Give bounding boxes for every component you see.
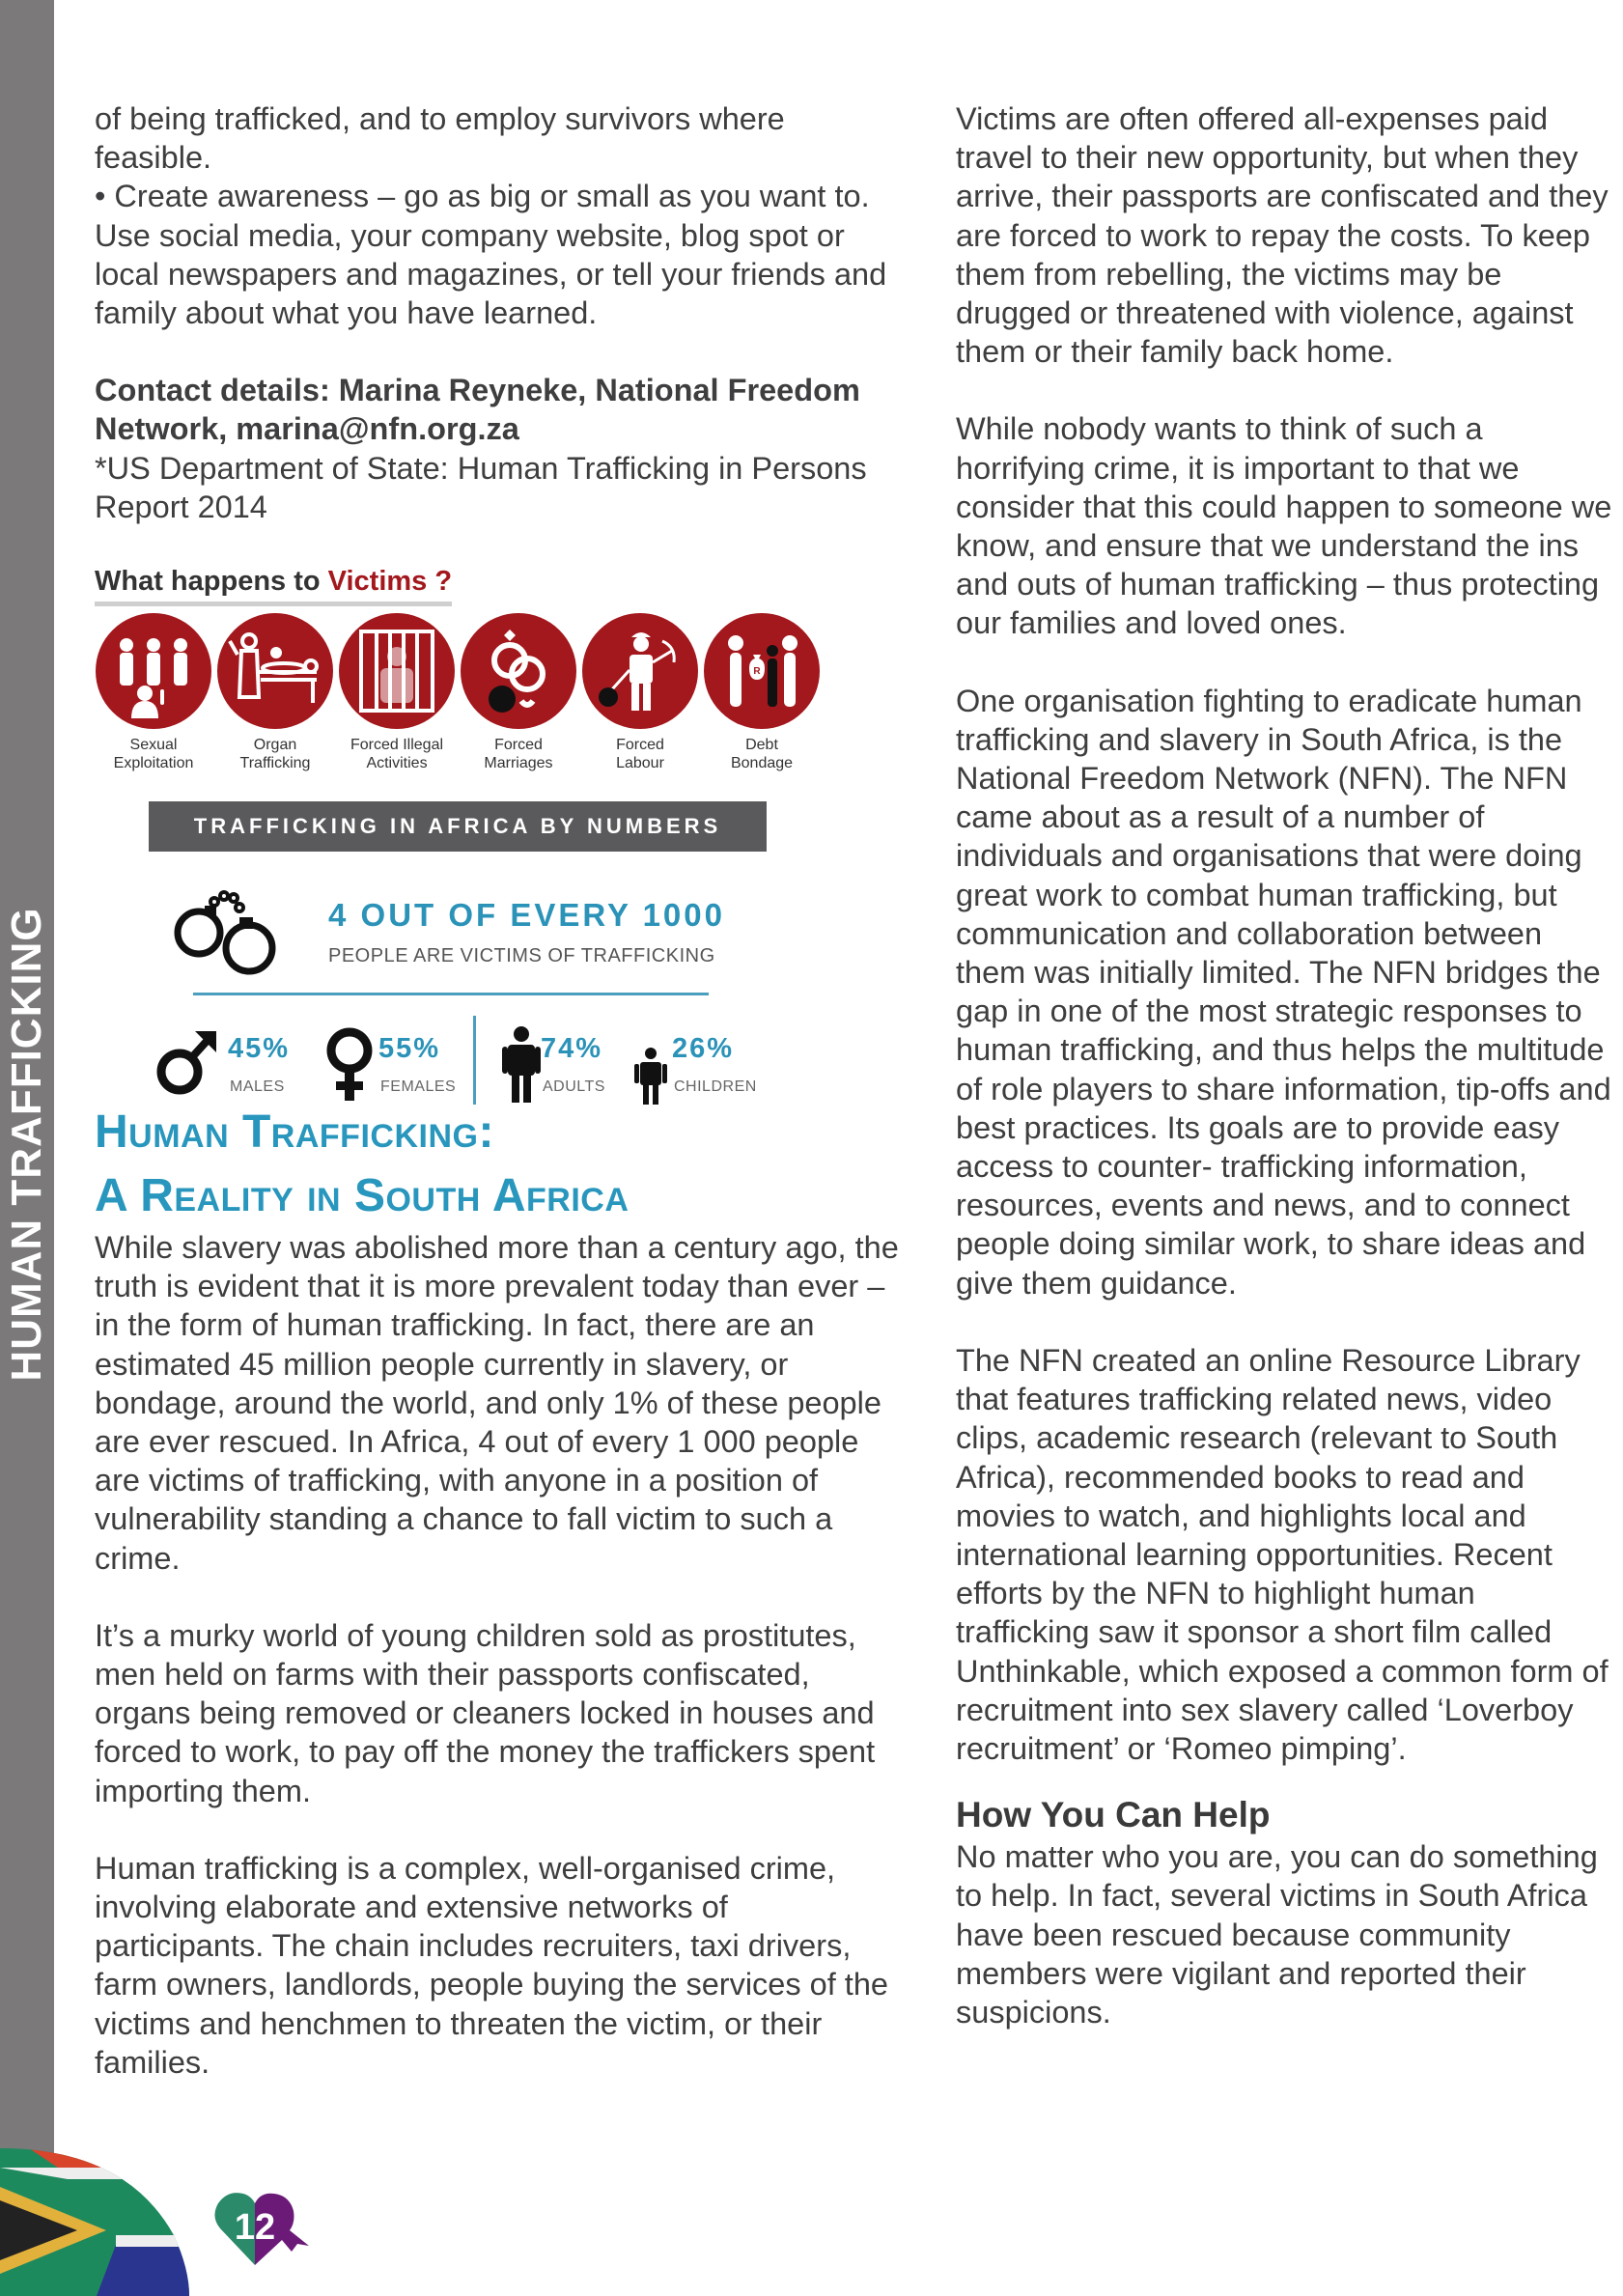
- victims-title-accent: Victims ?: [327, 566, 453, 598]
- stat-label: ADULTS: [543, 1078, 605, 1096]
- numbers-infographic: [149, 801, 844, 1096]
- victim-item: [216, 612, 334, 772]
- rings-ball-chain-icon: [460, 612, 577, 730]
- headline-line-2: A Reality in South Africa: [95, 1170, 630, 1222]
- victim-label-line2: Labour: [616, 755, 664, 772]
- victim-label-line1: Debt: [745, 737, 778, 754]
- victim-label-line1: Forced: [494, 737, 543, 754]
- victim-label-line1: Organ: [253, 737, 297, 754]
- body-paragraph: Victims are often offered all-expenses paid travel to their new opportunity, but when they arrive, their passports are confiscated and they are forced to work to repay the costs. To keep them from rebelling, the victims may be drugged or threatened with violence, against them or their family back home.: [956, 101, 1609, 370]
- victim-item: [95, 612, 212, 772]
- victims-graphic-title: [95, 565, 452, 606]
- divider: [473, 1016, 476, 1105]
- article-headline: [95, 1101, 906, 1228]
- victim-label-line2: Bondage: [730, 755, 794, 772]
- prison-bars-icon: [338, 612, 456, 730]
- page-number: 12: [234, 2207, 276, 2248]
- child-figure-icon: [633, 1047, 668, 1128]
- body-paragraph: While slavery was abolished more than a century ago, the truth is evident that it is more prevalent today than ever – in the form of human trafficking. In fact, there are an estimated 45 million people currently in slavery, or bondage, around the world, and only 1% of these people are ever rescued. In Africa, 4 out of every 1 000 people are victims of trafficking, with anyone in a position of vulnerability standing a chance to fall victim to such a crime.: [95, 1230, 899, 1576]
- victim-label-line1: Sexual: [129, 737, 178, 754]
- body-paragraph: Human trafficking is a complex, well-organised crime, involving elaborate and extensive networks of participants. The chain includes recruiters, taxi drivers, farm owners, landlords, people buying the services of the victims and henchmen to threaten the victim, or their families.: [95, 1850, 888, 2080]
- stat-value: 55%: [378, 1033, 441, 1065]
- victim-item: [338, 612, 456, 772]
- svg-text:R: R: [753, 666, 761, 678]
- victims-icon-row: [95, 612, 906, 772]
- stat-value: 26%: [672, 1033, 735, 1065]
- sexual-exploitation-icon: [95, 612, 212, 730]
- female-symbol-icon: [322, 1025, 380, 1106]
- headline-stat: 4 OUT OF EVERY 1000: [328, 897, 725, 934]
- victim-label-line2: Trafficking: [239, 755, 311, 772]
- bullet-awareness: • Create awareness – go as big or small as you want to. Use social media, your company website, blog spot or local newspapers and magazines, or tell your friends and family about what you have learned.: [95, 179, 887, 331]
- victim-label-line1: Forced Illegal: [350, 737, 444, 754]
- stat-value: 74%: [541, 1033, 603, 1065]
- miner-ball-chain-icon: [581, 612, 699, 730]
- intro-continuation: of being trafficked, and to employ survivors where feasible.: [95, 101, 785, 176]
- organ-trafficking-icon: [216, 612, 334, 730]
- stat-label: CHILDREN: [674, 1078, 757, 1096]
- help-paragraph: No matter who you are, you can do something to help. In fact, several victims in South Africa have been rescued because community members were vigilant and reported their suspicions.: [956, 1839, 1598, 2030]
- headline-line-1: Human Trafficking:: [95, 1106, 494, 1159]
- stat-label: FEMALES: [380, 1078, 457, 1096]
- section-label: HUMAN TRAFFICKING: [3, 907, 50, 1382]
- adult-figure-icon: [500, 1025, 543, 1106]
- body-paragraph: It’s a murky world of young children sold as prostitutes, men held on farms with their passports confiscated, organs being removed or cleaners locked in houses and forced to work, to pay off the money the traffickers spent importing them.: [95, 1617, 876, 1808]
- victim-label-line2: Marriages: [484, 755, 553, 772]
- right-column: [956, 99, 1612, 2031]
- victim-label-line2: Exploitation: [113, 755, 194, 772]
- body-paragraph: While nobody wants to think of such a horrifying crime, it is important to that we consider that this could happen to someone we know, and ensure that we understand the ins and outs of human trafficking – thus protecting our families and loved ones.: [956, 411, 1612, 641]
- stat-value: 45%: [228, 1033, 291, 1065]
- footnote: *US Department of State: Human Trafficking in Persons Report 2014: [95, 450, 867, 524]
- contact-details: Contact details: Marina Reyneke, National Freedom Network, marina@nfn.org.za: [95, 373, 860, 447]
- victim-item: [460, 612, 577, 772]
- handcuffs-icon: [170, 886, 286, 983]
- numbers-banner: TRAFFICKING IN AFRICA BY NUMBERS: [149, 801, 767, 852]
- left-column: [95, 99, 906, 2082]
- divider: [193, 993, 709, 995]
- victim-label-line2: Activities: [366, 755, 428, 772]
- debt-money-bag-icon: [703, 612, 821, 730]
- stat-label: MALES: [230, 1078, 285, 1096]
- help-heading: How You Can Help: [956, 1795, 1271, 1835]
- victim-label-line1: Forced: [616, 737, 664, 754]
- male-symbol-icon: [154, 1025, 222, 1103]
- headline-stat-subtitle: PEOPLE ARE VICTIMS OF TRAFFICKING: [328, 945, 715, 967]
- victim-item: [581, 612, 699, 772]
- victim-item: [703, 612, 821, 772]
- victims-title-prefix: What happens to: [95, 566, 328, 598]
- body-paragraph: One organisation fighting to eradicate human trafficking and slavery in South Africa, is the National Freedom Network (NFN). The NFN came about as a result of a number of individuals and organisations that were doing great work to combat human trafficking, but communication and collaboration between them was initially limited. The NFN bridges the gap in one of the most strategic responses to human trafficking, and thus helps the multitude of role players to share information, tip-offs and best practices. Its goals are to provide easy access to counter- trafficking information, resources, events and news, and to connect people doing similar work, to share ideas and give them guidance.: [956, 683, 1611, 1301]
- body-paragraph: The NFN created an online Resource Library that features trafficking related news, video clips, academic research (relevant to South Africa), recommended books to read and movies to watch, and highlights local and international learning opportunities. Recent efforts by the NFN to highlight human trafficking saw it sponsor a short film called Unthinkable, which exposed a common form of recruitment into sex slavery called ‘Loverboy recruitment’ or ‘Romeo pimping’.: [956, 1342, 1609, 1766]
- south-africa-flag-graphic: [0, 2129, 193, 2296]
